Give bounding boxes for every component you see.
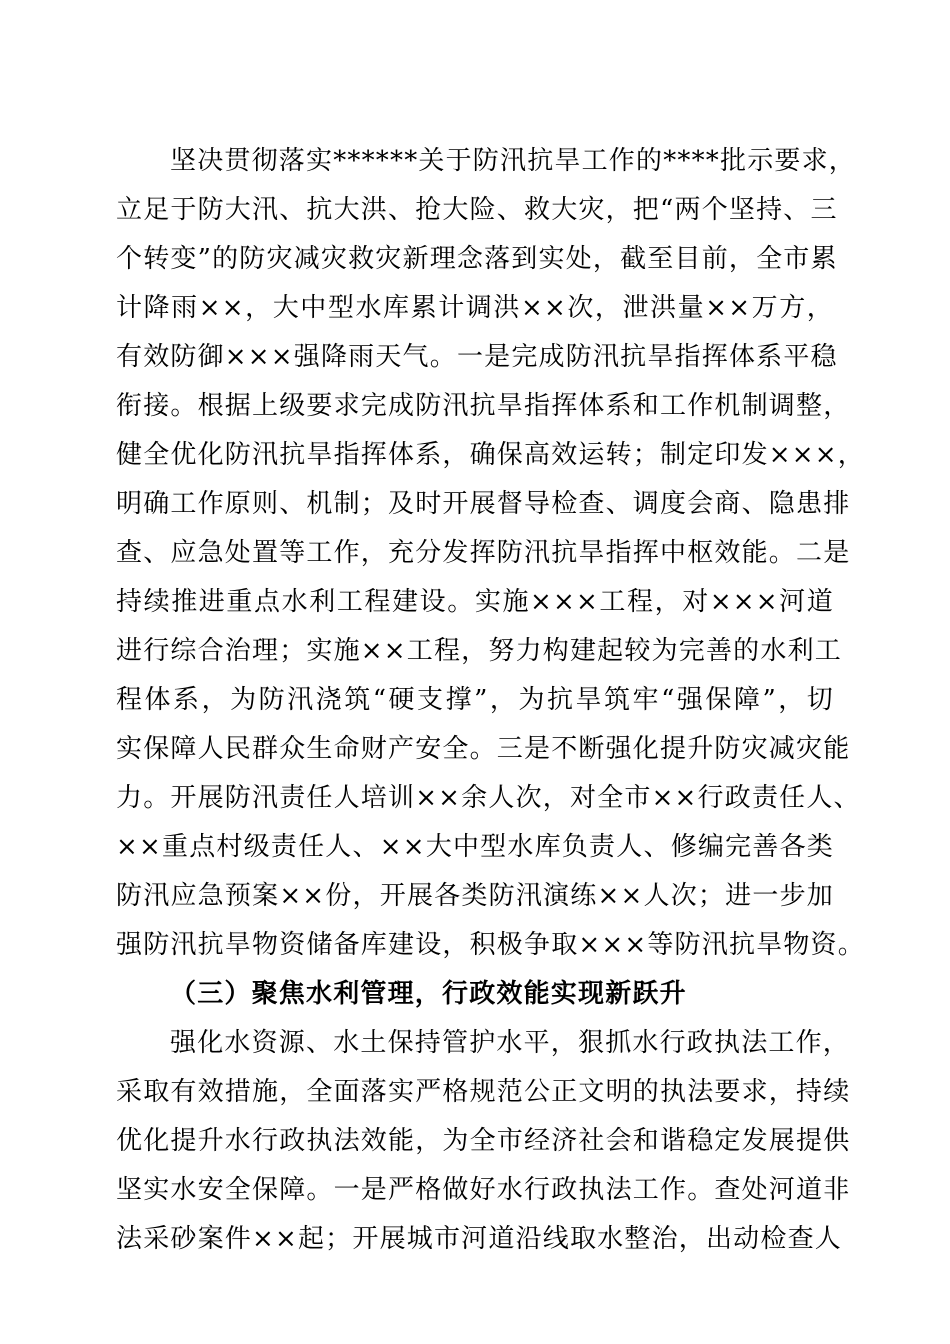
paragraph-2-line-4: 坚实水安全保障。一是严格做好水行政执法工作。查处河道非 (116, 1175, 851, 1205)
paragraph-1-line-16: 防汛应急预案××份，开展各类防汛演练××人次；进一步加 (116, 881, 834, 911)
paragraph-1-line-17: 强防汛抗旱物资储备库建设，积极争取×××等防汛抗旱物资。 (116, 930, 865, 960)
paragraph-1-line-3: 个转变”的防灾减灾救灾新理念落到实处，截至目前，全市累 (116, 244, 838, 274)
paragraph-2-line-2: 采取有效措施，全面落实严格规范公正文明的执法要求，持续 (116, 1077, 851, 1107)
paragraph-1-line-9: 查、应急处置等工作，充分发挥防汛抗旱指挥中枢效能。二是 (116, 538, 851, 568)
paragraph-1-line-6: 衔接。根据上级要求完成防汛抗旱指挥体系和工作机制调整， (116, 391, 851, 421)
paragraph-2-line-3: 优化提升水行政执法效能，为全市经济社会和谐稳定发展提供 (116, 1126, 851, 1156)
paragraph-1-line-7: 健全优化防汛抗旱指挥体系，确保高效运转；制定印发×××， (116, 440, 865, 470)
paragraph-1-line-8: 明确工作原则、机制；及时开展督导检查、调度会商、隐患排 (116, 489, 851, 519)
paragraph-2-line-5: 法采砂案件××起；开展城市河道沿线取水整治，出动检查人 (116, 1224, 842, 1254)
paragraph-1-line-4: 计降雨××，大中型水库累计调洪××次，泄洪量××万方， (116, 293, 834, 323)
paragraph-1-line-12: 程体系，为防汛浇筑“硬支撑”，为抗旱筑牢“强保障”，切 (116, 685, 834, 715)
paragraph-1-line-5: 有效防御×××强降雨天气。一是完成防汛抗旱指挥体系平稳 (116, 342, 838, 372)
paragraph-1-line-13: 实保障人民群众生命财产安全。三是不断强化提升防灾减灾能 (116, 734, 851, 764)
paragraph-1-line-14: 力。开展防汛责任人培训××余人次，对全市××行政责任人、 (116, 783, 861, 813)
paragraph-1-line-15: ××重点村级责任人、××大中型水库负责人、修编完善各类 (116, 832, 834, 862)
paragraph-2-line-1: 强化水资源、水土保持管护水平，狠抓水行政执法工作， (170, 1028, 851, 1058)
paragraph-1-line-2: 立足于防大汛、抗大洪、抢大险、救大灾，把“两个坚持、三 (116, 195, 838, 225)
section-3-heading: （三）聚焦水利管理，行政效能实现新跃升 (170, 979, 687, 1009)
paragraph-1-line-10: 持续推进重点水利工程建设。实施×××工程，对×××河道 (116, 587, 834, 617)
paragraph-1-line-11: 进行综合治理；实施××工程，努力构建起较为完善的水利工 (116, 636, 842, 666)
paragraph-1-line-1: 坚决贯彻落实******关于防汛抗旱工作的****批示要求， (170, 146, 857, 176)
